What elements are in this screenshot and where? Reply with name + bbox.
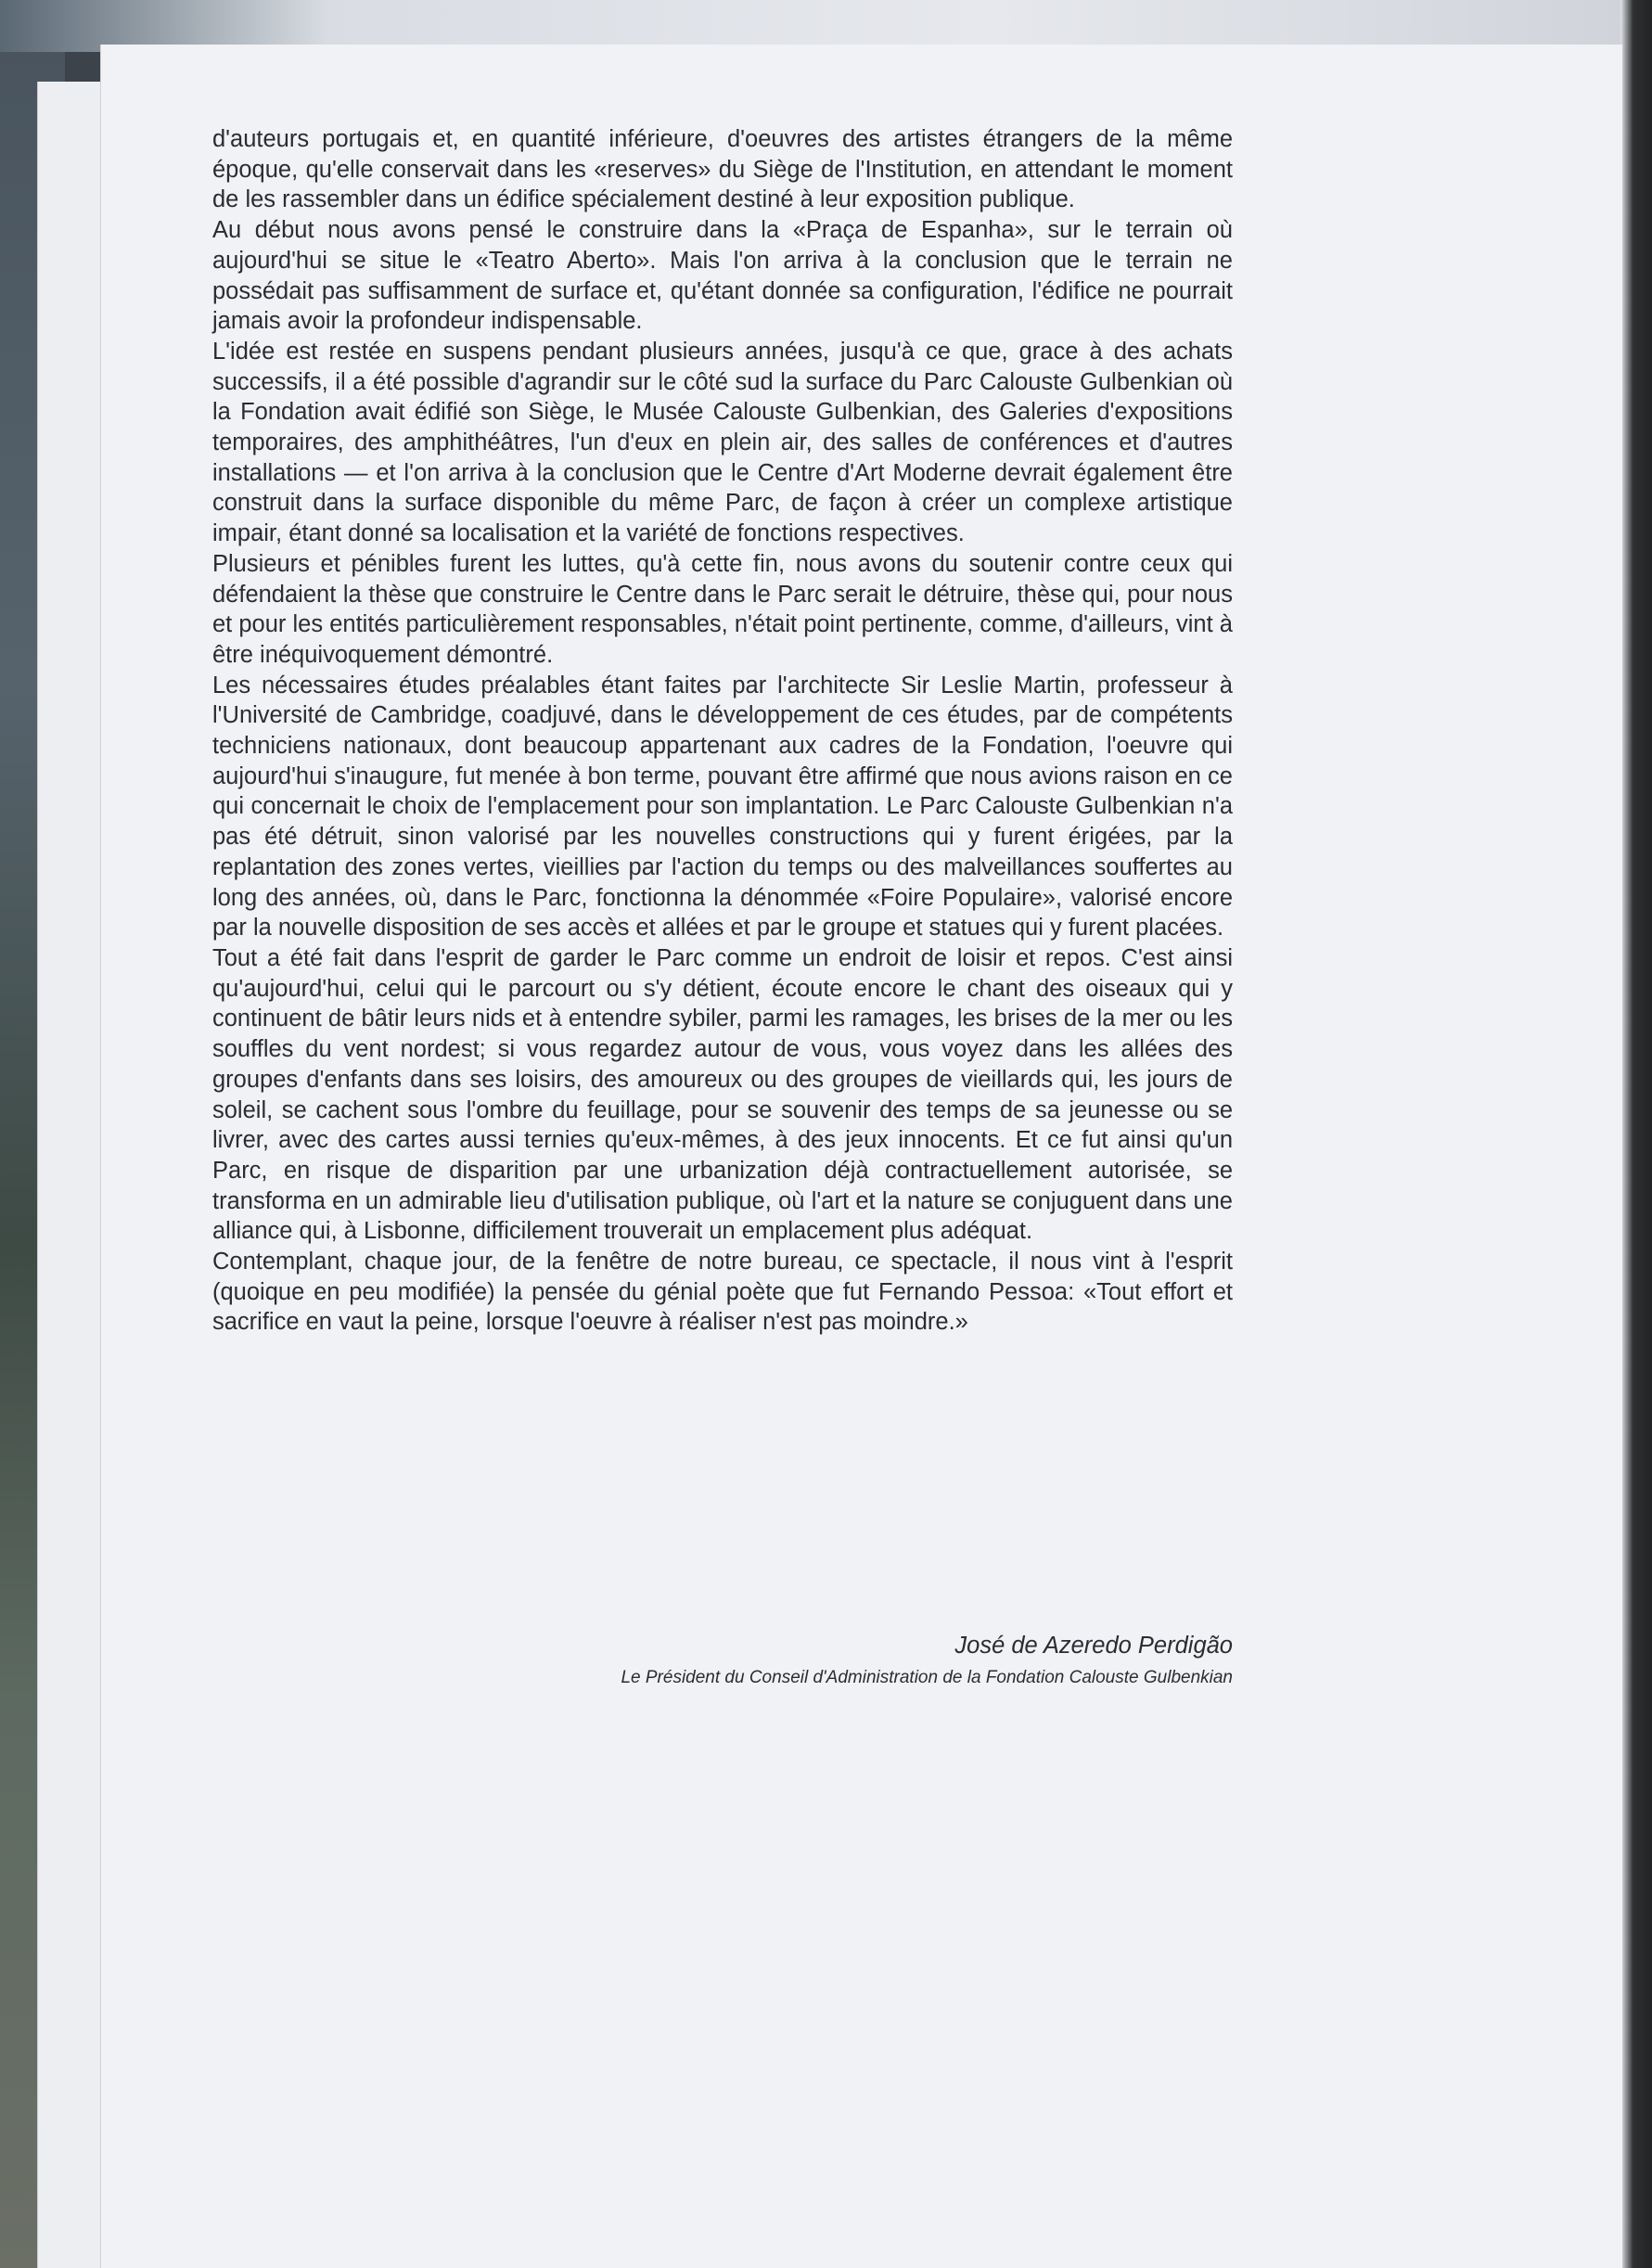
right-background-strip: [1620, 0, 1652, 2268]
signature-block: [212, 1627, 1233, 1692]
paragraph: d'auteurs portugais et, en quantité inférieure, d'oeuvres des artistes étrangers de la même époque, qu'elle conservait dans les «reserves» du Siège de l'Institution, en attendant le moment de les rassembler dans un édifice spécialement destiné à leur exposition publique.: [212, 126, 1233, 213]
paragraph: Contemplant, chaque jour, de la fenêtre de notre bureau, ce spectacle, il nous vint à l'esprit (quoique en peu modifiée) la pensée du génial poète que fut Fernando Pessoa: «Tout effort et sacrifice en vaut la peine, lorsque l'oeuvre à réaliser n'est pas moindre.»: [212, 1249, 1233, 1336]
letter-body: [212, 124, 1233, 1338]
paragraph: Les nécessaires études préalables étant faites par l'architecte Sir Leslie Martin, professeur à l'Université de Cambridge, coadjuvé, dans le développement de ces études, par de compétents techniciens nationaux, dont beaucoup appartenant aux cadres de la Fondation, l'oeuvre qui aujourd'hui s'inaugure, fut menée à bon terme, pouvant être affirmé que nous avions raison en ce qui concernait le choix de l'emplacement pour son implantation. Le Parc Calouste Gulbenkian n'a pas été détruit, sinon valorisé par les nouvelles constructions qui y furent érigées, par la replantation des zones vertes, vieillies par l'action du temps ou des malveillances souffertes au long des années, où, dans le Parc, fonctionna la dénommée «Foire Populaire», valorisé encore par la nouvelle disposition de ses accès et allées et par le groupe et statues qui y furent placées.: [212, 672, 1233, 942]
signatory-title: Le Président du Conseil d'Administration de la Fondation Calouste Gulbenkian: [621, 1668, 1233, 1687]
signatory-name: José de Azeredo Perdigão: [954, 1633, 1233, 1659]
paragraph: Plusieurs et pénibles furent les luttes, qu'à cette fin, nous avons du soutenir contre ceux qui défendaient la thèse que construire le Centre dans le Parc serait le détruire, thèse qui, pour nous et pour les entités particulièrement responsables, n'était point pertinente, comme, d'ailleurs, vint à être inéquivoquement démontré.: [212, 550, 1233, 668]
paragraph: Tout a été fait dans l'esprit de garder le Parc comme un endroit de loisir et repos. C'est ainsi qu'aujourd'hui, celui qui le parcourt ou s'y détient, écoute encore le chant des oiseaux qui y continuent de bâtir leurs nids et à entendre sybiler, parmi les ramages, les brises de la mer ou les souffles du vent nordest; si vous regardez autour de vous, vous voyez dans les allées des groupes d'enfants dans ses loisirs, des amoureux ou des groupes de vieillards qui, les jours de soleil, se cachent sous l'ombre du feuillage, pour se souvenir des temps de sa jeunesse ou se livrer, avec des cartes aussi ternies qu'eux-mêmes, à des jeux innocents. Et ce fut ainsi qu'un Parc, en risque de disparition par une urbanization déjà contractuellement autorisée, se transforma en un admirable lieu d'utilisation publique, où l'art et la nature se conjuguent dans une alliance qui, à Lisbonne, difficilement trouverait un emplacement plus adéquat.: [212, 944, 1233, 1245]
paragraph: Au début nous avons pensé le construire dans la «Praça de Espanha», sur le terrain où aujourd'hui se situe le «Teatro Aberto». Mais l'on arriva à la conclusion que le terrain ne possédait pas suffisamment de surface et, qu'étant donnée sa configuration, l'édifice ne pourrait jamais avoir la profondeur indispensable.: [212, 217, 1233, 335]
document-page: [100, 45, 1623, 2268]
paragraph: L'idée est restée en suspens pendant plusieurs années, jusqu'à ce que, grace à des achats successifs, il a été possible d'agrandir sur le côté sud la surface du Parc Calouste Gulbenkian où la Fondation avait édifié son Siège, le Musée Calouste Gulbenkian, des Galeries d'expositions temporaires, des amphithéâtres, l'un d'eux en plein air, des salles de conférences et d'autres installations — et l'on arriva à la conclusion que le Centre d'Art Moderne devrait également être construit dans la surface disponible du même Parc, de façon à créer un complexe artistique impair, étant donné sa localisation et la variété de fonctions respectives.: [212, 338, 1233, 547]
